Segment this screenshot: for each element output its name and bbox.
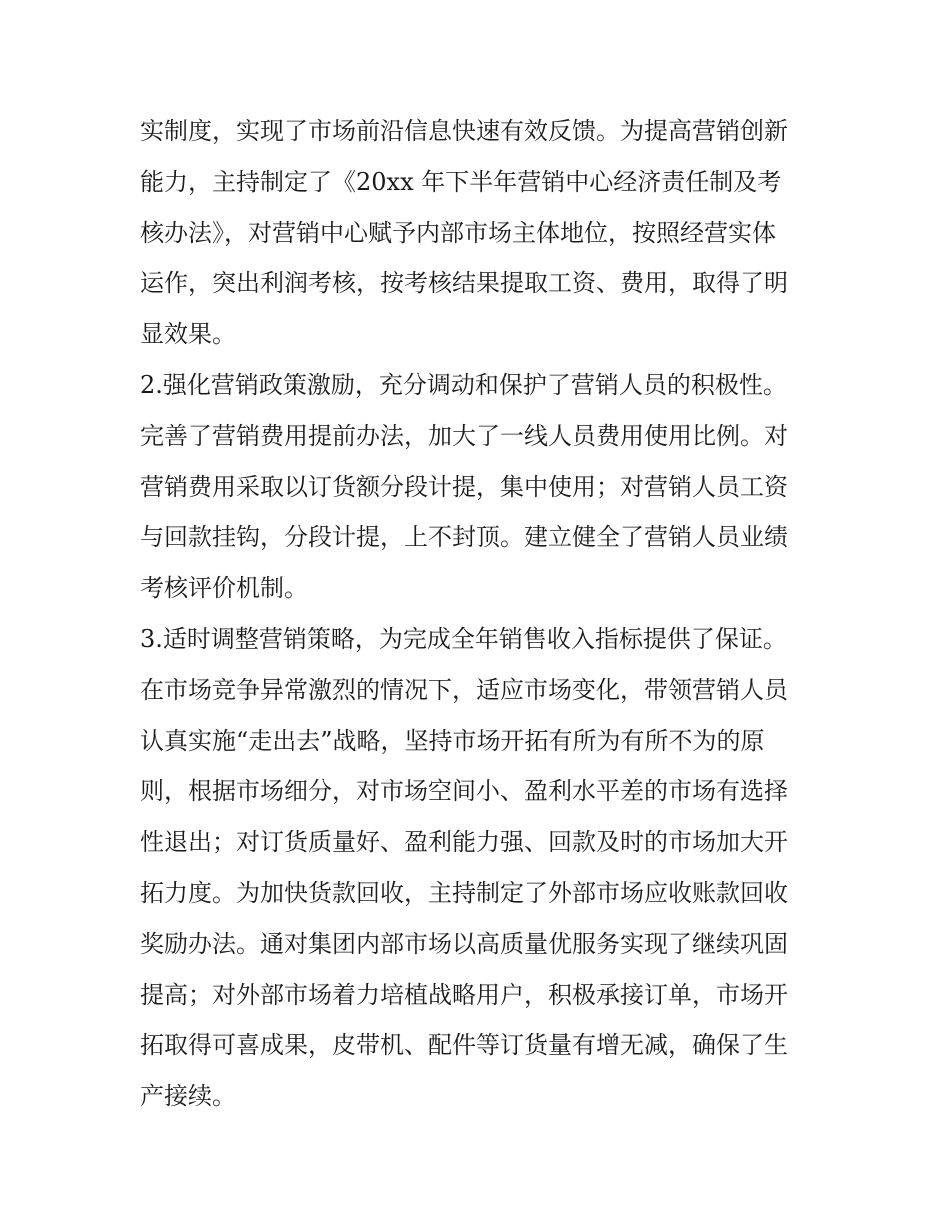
text-line: 则，根据市场细分，对市场空间小、盈利水平差的市场有选择	[140, 777, 788, 806]
text-line: 核办法》，对营销中心赋予内部市场主体地位，按照经营实体	[140, 218, 776, 247]
text-line: 奖励办法。通对集团内部市场以高质量优服务实现了继续巩固	[140, 929, 788, 958]
text-line: 在市场竞争异常激烈的情况下，适应市场变化，带领营销人员	[140, 675, 788, 704]
document-body	[140, 106, 820, 1122]
text-line: 考核评价机制。	[140, 574, 308, 603]
text-line: 性退出；对订货质量好、盈利能力强、回款及时的市场加大开	[140, 828, 788, 857]
text-line: 提高；对外部市场着力培植战略用户，积极承接订单，市场开	[140, 980, 788, 1009]
text-line: 完善了营销费用提前办法，加大了一线人员费用使用比例。对	[140, 421, 788, 450]
text-line: 实制度，实现了市场前沿信息快速有效反馈。为提高营销创新	[140, 117, 788, 145]
text-line: 营销费用采取以订货额分段计提，集中使用；对营销人员工资	[140, 472, 788, 501]
text-line: 拓取得可喜成果，皮带机、配件等订货量有增无减，确保了生	[140, 1031, 788, 1060]
text-line: 与回款挂钩，分段计提，上不封顶。建立健全了营销人员业绩	[140, 523, 788, 552]
text-line: 显效果。	[140, 320, 236, 349]
text-line: 能力，主持制定了《20xx 年下半年营销中心经济责任制及考	[140, 167, 782, 196]
text-line: 拓力度。为加快货款回收，主持制定了外部市场应收账款回收	[140, 878, 788, 907]
text-line: 运作，突出利润考核，按考核结果提取工资、费用，取得了明	[140, 269, 788, 298]
text-line: 认真实施“走出去”战略，坚持市场开拓有所为有所不为的原	[140, 726, 765, 755]
section-heading-2: 2.强化营销政策激励，充分调动和保护了营销人员的积极性。	[140, 370, 787, 399]
section-heading-3: 3.适时调整营销策略，为完成全年销售收入指标提供了保证。	[140, 624, 787, 653]
text-line: 产接续。	[140, 1082, 236, 1111]
